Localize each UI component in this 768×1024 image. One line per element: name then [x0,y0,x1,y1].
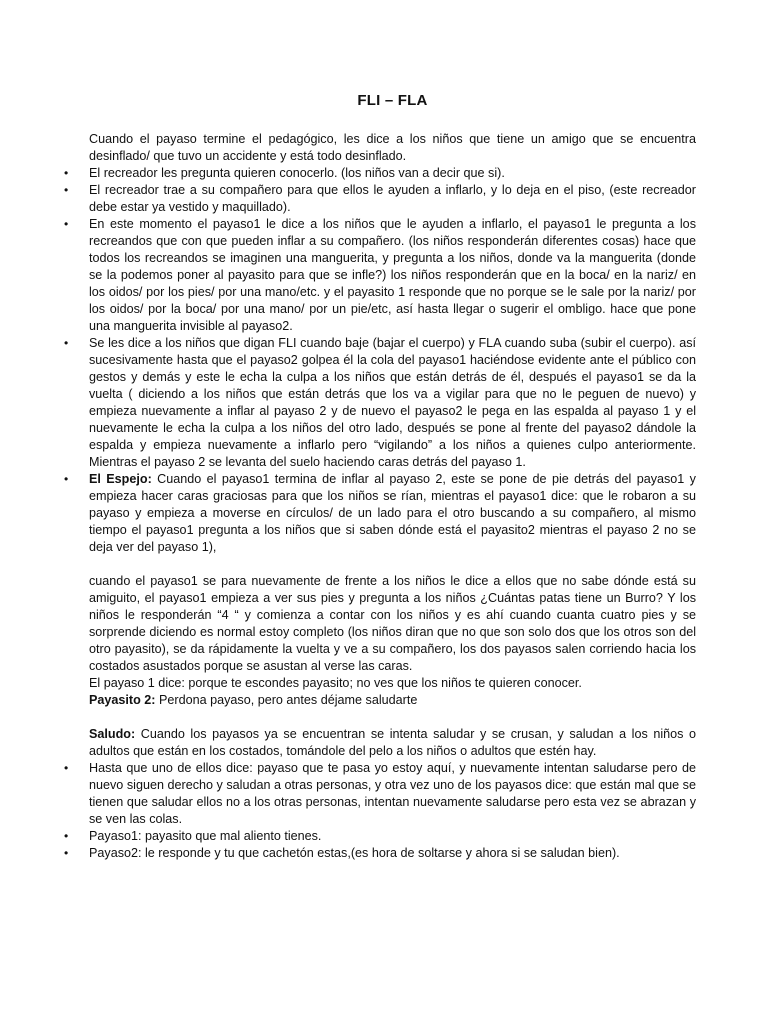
bullet-icon: • [64,166,69,180]
list-item-text: Cuando el payaso1 termina de inflar al payaso 2, este se pone de pie detrás del payaso1 y empieza hacer caras graciosas para que los niños se rían, mientras el payaso1 dice: que le robaron a su payaso y empieza a moverse en círculos/ de un lado para el otro buscando a su compañero, al mismo tiempo el payaso1 pregunta a los niños que si saben dónde está el payasito2 mientras el payaso 2 no se deja ver del payaso 1), [89,472,696,554]
payasito2-text: Perdona payaso, pero antes déjame saludarte [155,693,418,707]
list-item [64,182,696,216]
document-body [64,131,696,862]
bullet-icon: • [64,217,69,231]
list-item [64,845,696,862]
bullet-icon: • [64,472,69,486]
list-item-text: Se les dice a los niños que digan FLI cuando baje (bajar el cuerpo) y FLA cuando suba (subir el cuerpo). así sucesivamente hasta que el payaso2 golpea él la cola del payaso1 haciéndose evidente ante el público con gestos y demás y este le echa la culpa a los niños que están detrás de él, después el payaso1 se da la vuelta ( diciendo a los niños que están detrás que los va a vigilar para que no le peguen de nuevo) y empieza nuevamente a inflar al payaso 2 y de nuevo el payaso2 le pega en las espalda al payaso 1 y el nuevamente le echa la culpa a los niños del otro lado, después se pone al frente del payaso2 dándole la espalda y empieza nuevamente a inflarlo pero “vigilando” a los niños a quienes culpo anteriormente. Mientras el payaso 2 se levanta del suelo haciendo caras detrás del payaso 1. [89,336,696,469]
list-item-text: En este momento el payaso1 le dice a los niños que le ayuden a inflarlo, el payaso1 le pregunta a los recreandos que con que pueden inflar a su compañero. (los niños responderán diferentes cosas) hace que todos los recreandos se imaginen una manguerita, y pregunta a los niños, donde va la manguerita (donde se la podemos poner al payasito para que se infle?) los niños responderán que en la boca/ en la nariz/ en los oidos/ por los pies/ por una mano/etc. y el payasito 1 responde que no porque se le sale por la nariz/ por los oidos/ por la boca/ por una mano/ por un pie/etc, así hasta llegar o sugerir el ombligo. hace que pone una manguerita invisible al payaso2. [89,217,696,333]
payasito2-line [89,692,696,709]
intro-paragraph: Cuando el payaso termine el pedagógico, les dice a los niños que tiene un amigo que se encuentra desinflado/ que tuvo un accidente y está todo desinflado. [89,132,696,163]
saludo-text: Cuando los payasos ya se encuentran se intenta saludar y se crusan, y saludan a los niños o adultos que están en los costados, tomándole del pelo a los niños o adultos que estén hay. [89,727,696,758]
list-item-text: Hasta que uno de ellos dice: payaso que te pasa yo estoy aquí, y nuevamente intentan saludarse pero de nuevo siguen derecho y saludan a otras personas, y otra vez uno de los payasos dice: que están mal que se tienen que saludar ellos no a los otras personas, intentan nuevamente saludarse pero esta vez se abrazan y se ven las colas. [89,761,696,826]
list-item [64,216,696,335]
spacer [89,556,696,573]
saludo-label: Saludo: [89,727,136,741]
list-item-text: Payaso2: le responde y tu que cachetón estas,(es hora de soltarse y ahora si se saludan bien). [89,846,620,860]
list-item [64,828,696,845]
bullet-icon: • [64,846,69,860]
bullet-icon: • [64,336,69,350]
list-item-text: El recreador trae a su compañero para que ellos le ayuden a inflarlo, y lo deja en el piso, (este recreador debe estar ya vestido y maquillado). [89,183,696,214]
document-title: FLI – FLA [357,92,428,109]
spacer [89,709,696,726]
payaso1-line: El payaso 1 dice: porque te escondes payasito; no ves que los niños te quieren conocer. [89,676,582,690]
paragraph-2: cuando el payaso1 se para nuevamente de frente a los niños le dice a ellos que no sabe dónde está su amiguito, el payaso1 empieza a ver sus pies y pregunta a los niños ¿Cuántas patas tiene un Burro? Y los niños le responderán “4 “ y comienza a contar con los niños y es ahí cuando cuanta cuatro pies y se sorprende diciendo es normal estoy completo (los niños diran que no que son solo dos que los otros son del otro payasito), se da rápidamente la vuelta y ve a su compañero, los dos payasos salen corriendo hacia los costados asustados porque se asustan al verse las caras. [89,574,696,673]
saludo-paragraph [89,726,696,760]
bullet-icon: • [64,829,69,843]
list-item [64,335,696,471]
bullet-list-1 [64,165,696,556]
list-item-text: Payaso1: payasito que mal aliento tienes. [89,829,322,843]
bullet-icon: • [64,183,69,197]
list-item [64,760,696,828]
payasito2-label: Payasito 2: [89,693,156,707]
list-item-bold: El Espejo: [89,472,152,486]
list-item-text: El recreador les pregunta quieren conocerlo. (los niños van a decir que si). [89,166,505,180]
list-item [64,165,696,182]
bullet-list-2 [64,760,696,862]
bullet-icon: • [64,761,69,775]
list-item [64,471,696,556]
